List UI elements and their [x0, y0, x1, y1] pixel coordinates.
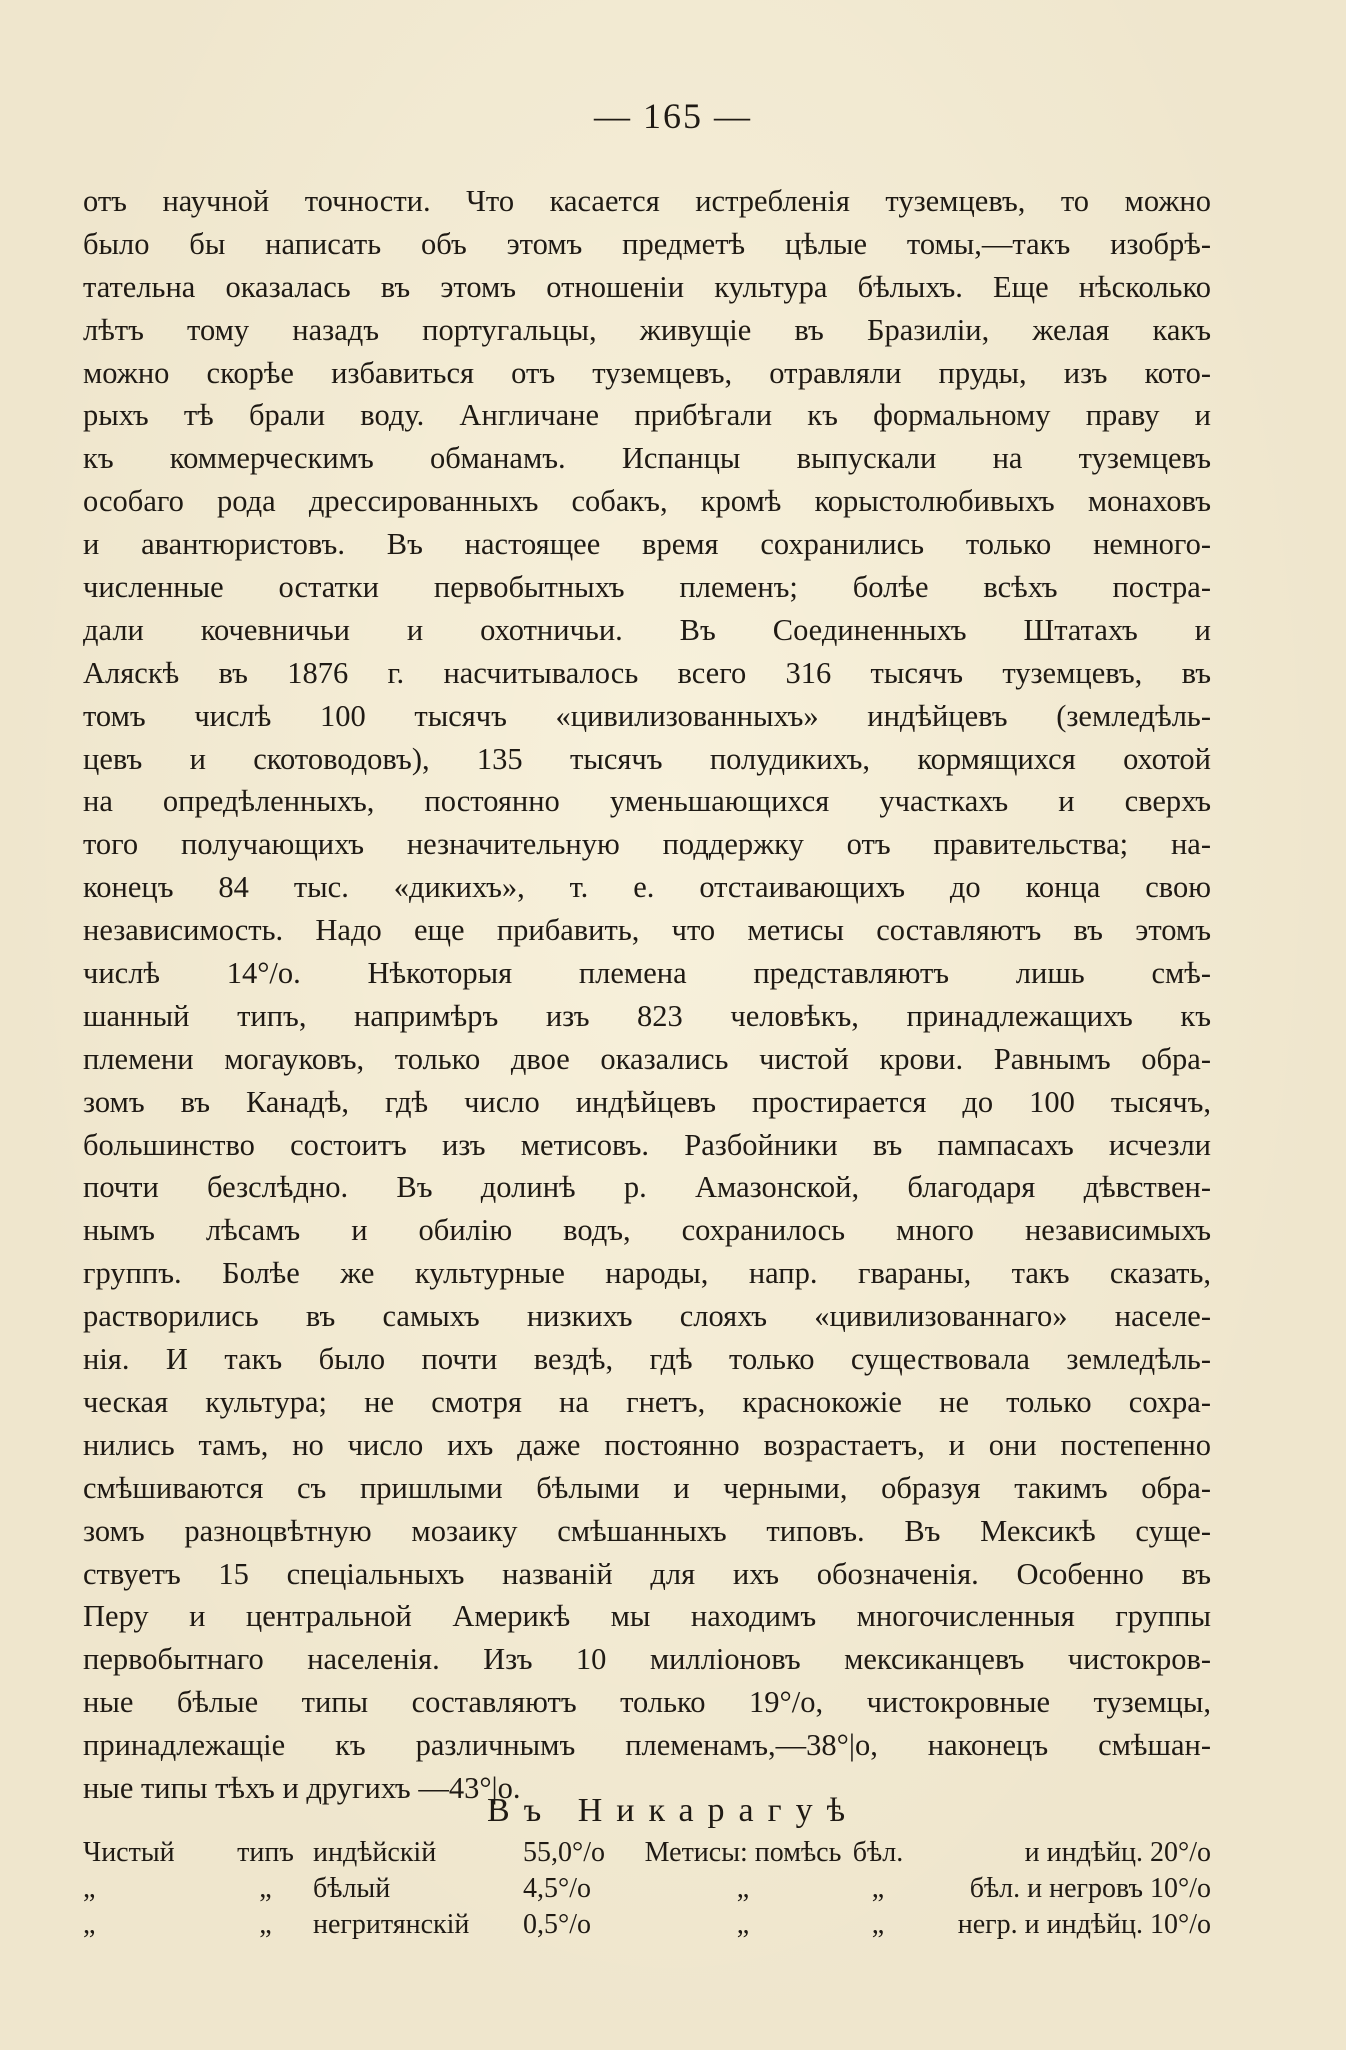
text-line: ные типы тѣхъ и другихъ —43°|о.	[83, 1770, 521, 1805]
table-cell: 4,5°/о	[523, 1873, 591, 1904]
table-cell: „	[871, 1873, 885, 1904]
body-text	[83, 180, 1211, 1810]
text-line: лѣтъ тому назадъ португальцы, живущіе въ Бразиліи, желая какъ	[83, 312, 1211, 347]
text-line: численные остатки первобытныхъ племенъ; болѣе всѣхъ постра-	[83, 570, 1211, 605]
text-line: ные бѣлые типы составляютъ только 19°/о, чистокровные туземцы,	[83, 1685, 1211, 1720]
table-cell: „	[83, 1909, 96, 1940]
text-line: можно скорѣе избавиться отъ туземцевъ, отравляли пруды, изъ кото-	[83, 355, 1211, 390]
table-cell: Чистый	[83, 1837, 175, 1868]
text-line: Аляскѣ въ 1876 г. насчитывалось всего 316 тысячъ туземцевъ, въ	[83, 655, 1211, 690]
text-line: было бы написать объ этомъ предметѣ цѣлые томы,—такъ изобрѣ-	[83, 226, 1211, 261]
table-cell: „	[871, 1909, 885, 1940]
text-line: принадлежащіе къ различнымъ племенамъ,—38°|о, наконецъ смѣшан-	[83, 1728, 1211, 1763]
table-cell: 0,5°/о	[523, 1909, 591, 1940]
table-cell: „	[259, 1873, 272, 1904]
table-cell: „	[83, 1873, 96, 1904]
text-line: большинство состоитъ изъ метисовъ. Разбойники въ пампасахъ исчезли	[83, 1127, 1211, 1162]
table-cell: „	[736, 1909, 750, 1940]
text-line: нія. И такъ было почти вездѣ, гдѣ только существовала земледѣль-	[83, 1342, 1211, 1377]
text-line: шанный типъ, напримѣръ изъ 823 человѣкъ, принадлежащихъ къ	[83, 998, 1211, 1033]
text-line: особаго рода дрессированныхъ собакъ, кромѣ корыстолюбивыхъ монаховъ	[83, 484, 1211, 519]
text-line: нились тамъ, но число ихъ даже постоянно возрастаетъ, и они постепенно	[83, 1427, 1211, 1462]
table-cell: „	[259, 1909, 272, 1940]
text-line: того получающихъ незначительную поддержку отъ правительства; на-	[83, 827, 1211, 862]
text-line: и авантюристовъ. Въ настоящее время сохранились только немного-	[83, 527, 1211, 562]
table-cell: бѣлый	[313, 1873, 391, 1904]
text-line: Перу и центральной Америкѣ мы находимъ многочисленныя группы	[83, 1599, 1211, 1634]
text-line: числѣ 14°/о. Нѣкоторыя племена представляютъ лишь смѣ-	[83, 956, 1211, 991]
text-line: группъ. Болѣе же культурные народы, напр. гвараны, такъ сказать,	[83, 1256, 1211, 1291]
text-line: зомъ въ Канадѣ, гдѣ число индѣйцевъ простирается до 100 тысячъ,	[83, 1084, 1211, 1119]
text-line: почти безслѣдно. Въ долинѣ р. Амазонской, благодаря дѣвствен-	[83, 1170, 1211, 1205]
text-line: дали кочевничьи и охотничьи. Въ Соединенныхъ Штатахъ и	[83, 612, 1211, 647]
text-line: конецъ 84 тыс. «дикихъ», т. е. отстаивающихъ до конца свою	[83, 870, 1211, 905]
page-number: — 165 —	[594, 96, 752, 136]
table-row	[83, 1907, 1211, 1943]
table-cell: 55,0°/о	[523, 1837, 605, 1868]
text-line: смѣшиваются съ пришлыми бѣлыми и черными, образуя такимъ обра-	[83, 1470, 1211, 1505]
text-line: нымъ лѣсамъ и обилію водъ, сохранилось много независимыхъ	[83, 1213, 1211, 1248]
table-row	[83, 1835, 1211, 1871]
table-cell: и индѣйц. 20°/о	[1024, 1837, 1211, 1868]
text-line: ческая культура; не смотря на гнетъ, краснокожіе не только сохра-	[83, 1384, 1211, 1419]
section-subheading: Въ Никарагуѣ	[486, 1792, 860, 1829]
text-line: зомъ разноцвѣтную мозаику смѣшанныхъ типовъ. Въ Мексикѣ суще-	[83, 1513, 1211, 1548]
table-cell: бѣл.	[852, 1837, 904, 1868]
table-cell: „	[736, 1873, 750, 1904]
table-cell: типъ	[237, 1837, 294, 1868]
text-line: растворились въ самыхъ низкихъ слояхъ «цивилизованнаго» населе-	[83, 1299, 1211, 1334]
table-cell: индѣйскій	[313, 1837, 437, 1868]
text-line: ствуетъ 15 спеціальныхъ названій для ихъ обозначенія. Особенно въ	[83, 1556, 1211, 1591]
table-cell: негр. и индѣйц. 10°/о	[957, 1909, 1211, 1940]
text-line: томъ числѣ 100 тысячъ «цивилизованныхъ» индѣйцевъ (земледѣль-	[83, 698, 1211, 733]
table-row	[83, 1871, 1211, 1907]
text-line: на опредѣленныхъ, постоянно уменьшающихся участкахъ и сверхъ	[83, 784, 1211, 819]
text-line: первобытнаго населенія. Изъ 10 милліоновъ мексиканцевъ чистокров-	[83, 1642, 1211, 1677]
nicaragua-table	[83, 1835, 1211, 1943]
text-line: отъ научной точности. Что касается истребленія туземцевъ, то можно	[83, 184, 1211, 218]
table-cell: негритянскій	[313, 1909, 470, 1940]
text-line: тательна оказалась въ этомъ отношеніи культура бѣлыхъ. Еще нѣсколько	[83, 269, 1211, 304]
table-cell: Метисы: помѣсь	[644, 1837, 842, 1868]
table-cell: бѣл. и негровъ 10°/о	[969, 1873, 1211, 1904]
text-line: цевъ и скотоводовъ), 135 тысячъ полудикихъ, кормящихся охотой	[83, 741, 1211, 776]
text-line: племени могауковъ, только двое оказались чистой крови. Равнымъ обра-	[83, 1041, 1211, 1076]
text-line: рыхъ тѣ брали воду. Англичане прибѣгали къ формальному праву и	[83, 398, 1211, 433]
text-line: независимость. Надо еще прибавить, что метисы составляютъ въ этомъ	[83, 913, 1211, 948]
text-line: къ коммерческимъ обманамъ. Испанцы выпускали на туземцевъ	[83, 441, 1211, 476]
